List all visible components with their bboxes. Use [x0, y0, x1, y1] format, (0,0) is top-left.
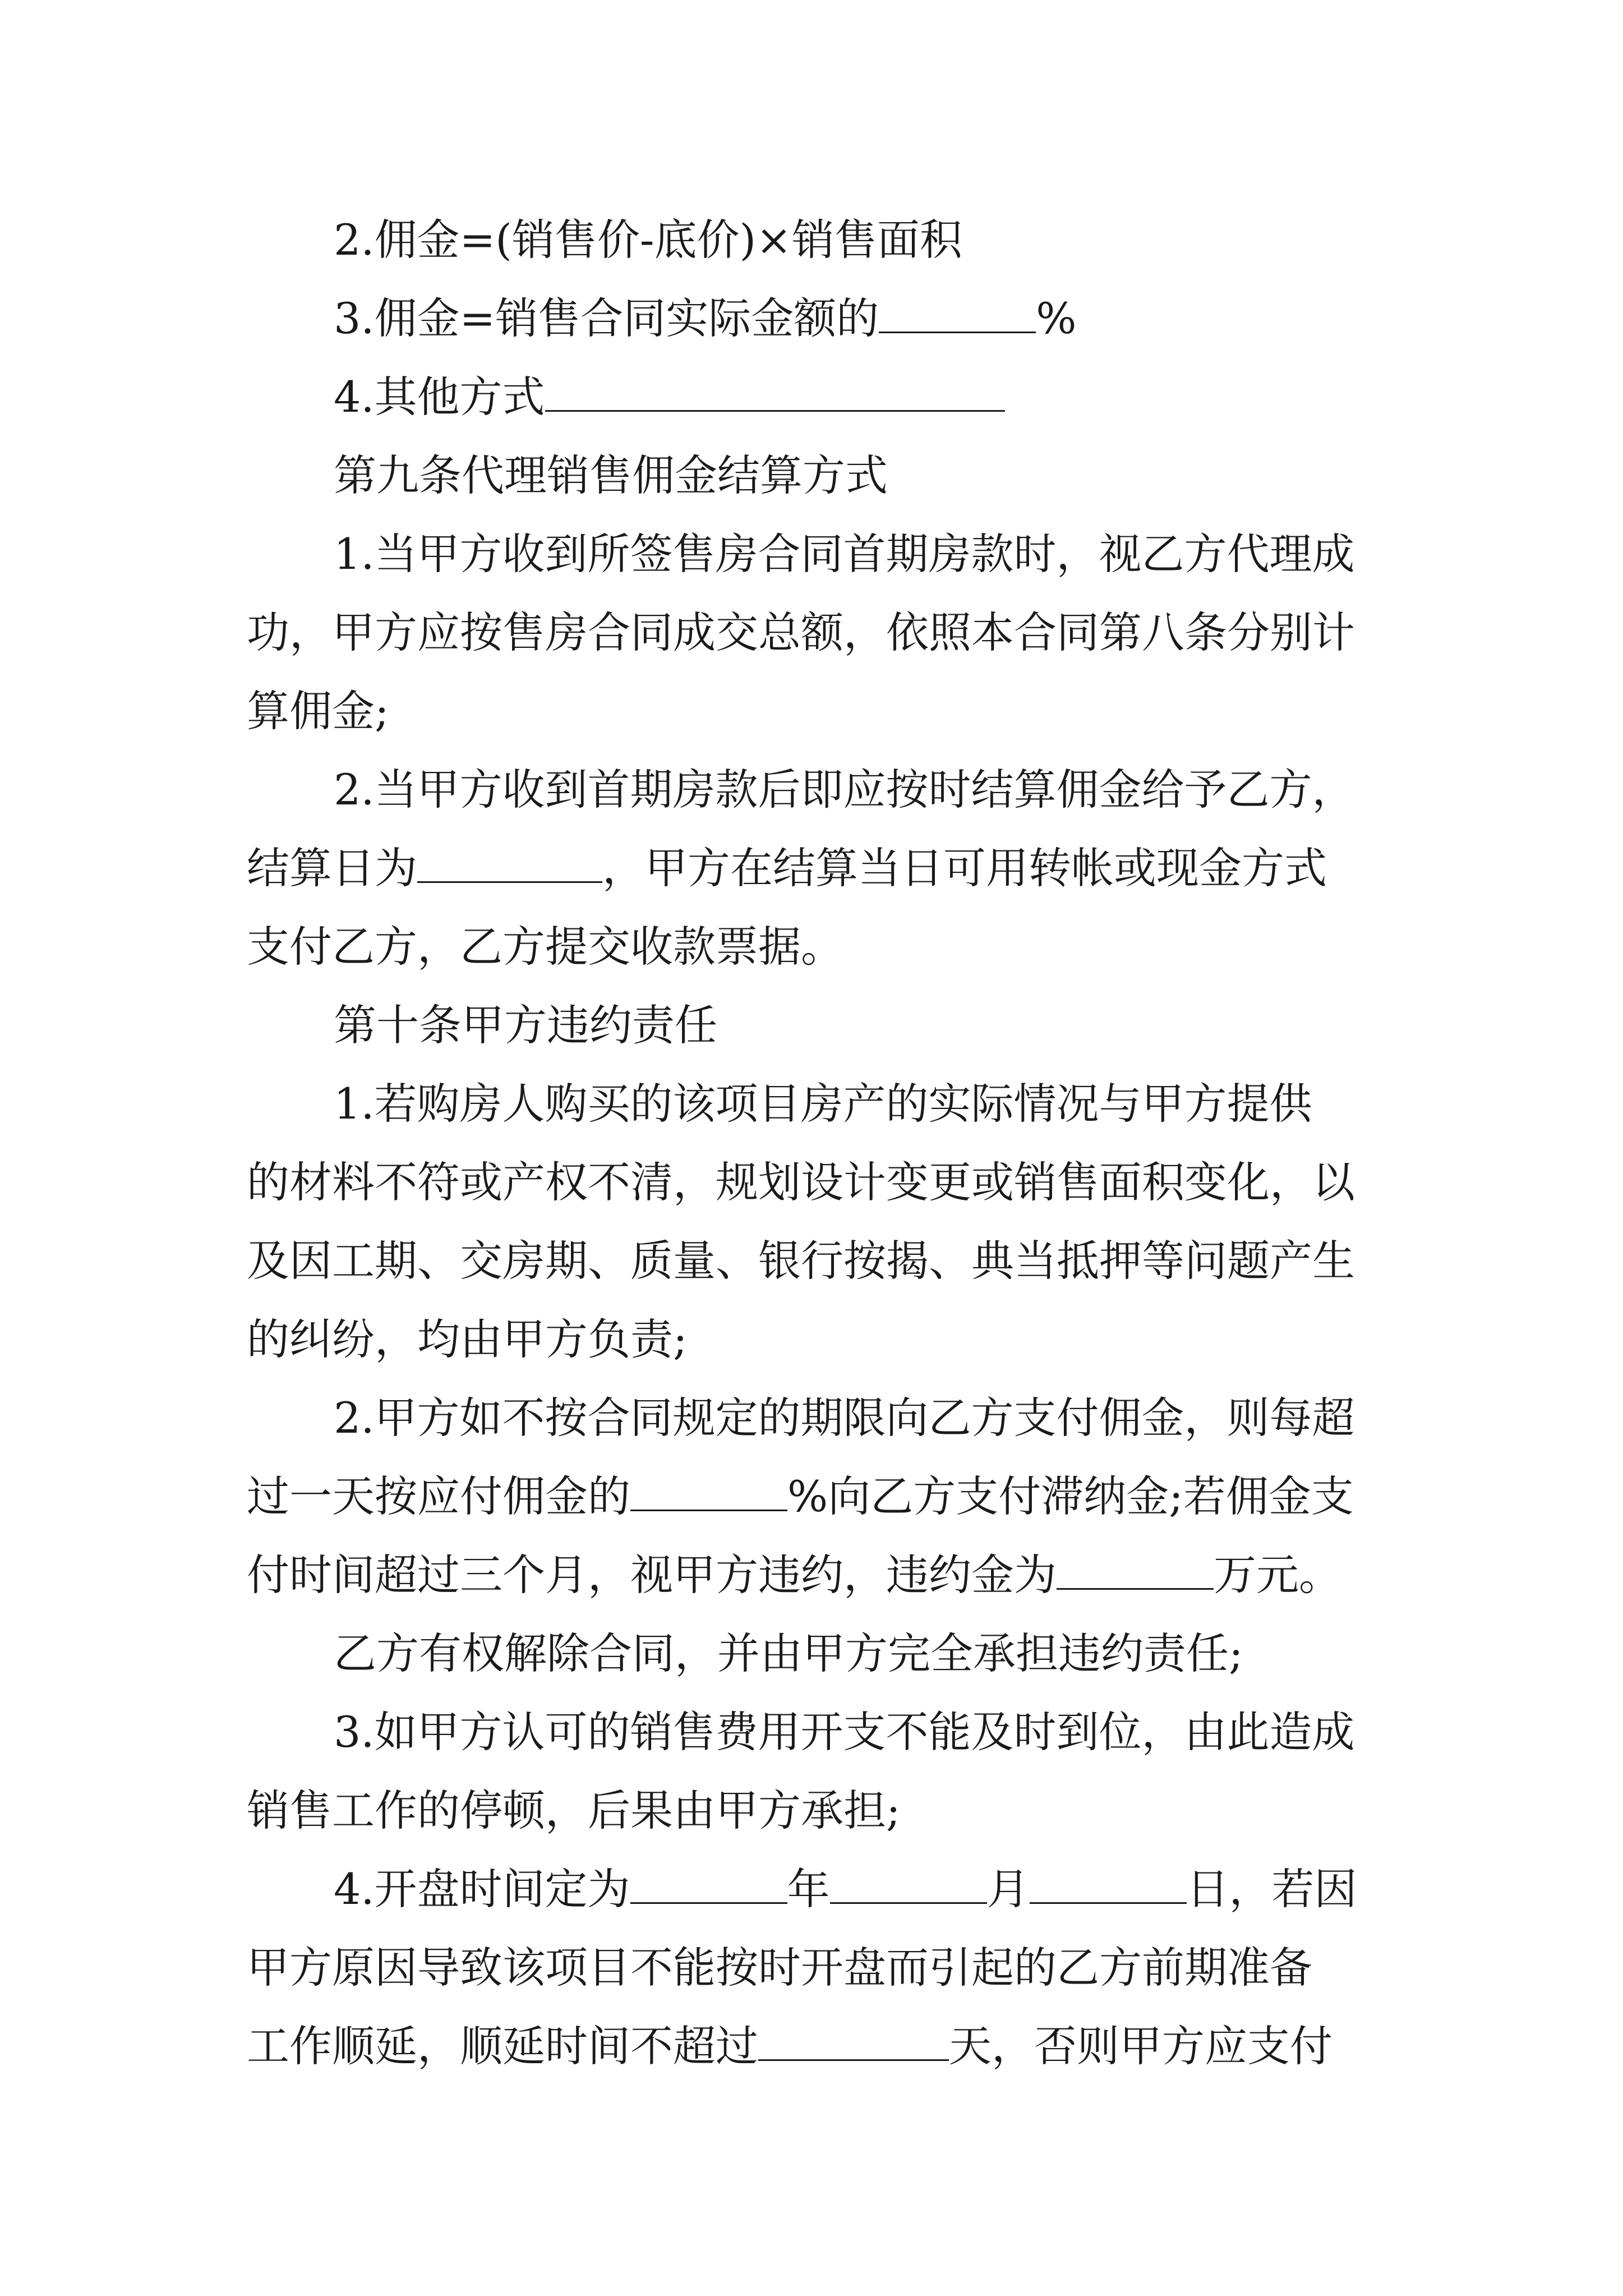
text: 月 — [986, 1864, 1030, 1914]
fill-blank[interactable] — [630, 1865, 787, 1904]
fill-blank[interactable] — [830, 1865, 987, 1904]
text: 4.其他方式 — [334, 372, 545, 422]
text: 及因工期、交房期、质量、银行按揭、典当抵押等问题产生 — [247, 1236, 1355, 1286]
text: 1.若购房人购买的该项目房产的实际情况与甲方提供 — [334, 1079, 1312, 1129]
text: 天，否则甲方应支付 — [949, 2021, 1332, 2071]
fill-blank[interactable] — [879, 295, 1036, 333]
clause-10-item-2-cont — [247, 1469, 1354, 1525]
clause-10-item-3-cont — [247, 1783, 901, 1839]
text: 的材料不符或产权不清，规划设计变更或销售面积变化，以 — [247, 1157, 1355, 1207]
text: 第十条甲方违约责任 — [334, 1000, 717, 1050]
fill-blank[interactable] — [1030, 1865, 1187, 1904]
text: 乙方有权解除合同，并由甲方完全承担违约责任; — [334, 1628, 1243, 1678]
clause-9-item-2-cont — [247, 919, 843, 975]
text: 过一天按应付佣金的 — [247, 1471, 630, 1521]
text: 万元。 — [1214, 1550, 1341, 1600]
clause-8-item-3 — [334, 291, 1076, 347]
text: 2.佣金=(销售价-底价)×销售面积 — [334, 215, 962, 265]
clause-10-item-1 — [334, 1076, 1312, 1132]
text: 4.开盘时间定为 — [334, 1864, 630, 1914]
text: 2.甲方如不按合同规定的期限向乙方支付佣金，则每超 — [334, 1393, 1355, 1443]
text: 付时间超过三个月，视甲方违约，违约金为 — [247, 1550, 1057, 1600]
clause-10-item-1-cont — [247, 1154, 1355, 1211]
clause-9-item-1-cont — [247, 683, 389, 739]
clause-10-item-4-cont — [247, 1940, 1312, 1996]
clause-10-item-2 — [334, 1390, 1355, 1446]
text: 支付乙方，乙方提交收款票据。 — [247, 922, 843, 972]
clause-8-item-4 — [334, 369, 1005, 425]
clause-9-item-1 — [334, 526, 1355, 582]
clause-8-item-2 — [334, 212, 962, 268]
fill-blank[interactable] — [630, 1473, 787, 1511]
text: 甲方原因导致该项目不能按时开盘而引起的乙方前期准备 — [247, 1943, 1312, 1993]
text: 的纠纷，均由甲方负责; — [247, 1314, 688, 1364]
fill-blank[interactable] — [545, 373, 1005, 412]
clause-9-item-1-cont — [247, 605, 1355, 661]
text: 算佣金; — [247, 686, 389, 736]
text: 年 — [787, 1864, 830, 1914]
text: ，甲方在结算当日可用转帐或现金方式 — [602, 843, 1327, 893]
text: 结算日为 — [247, 843, 417, 893]
fill-blank[interactable] — [417, 844, 602, 883]
clause-9-heading — [334, 448, 888, 504]
clause-9-item-2 — [334, 762, 1355, 818]
text: 功，甲方应按售房合同成交总额，依照本合同第八条分别计 — [247, 608, 1355, 657]
clause-10-item-2-cont — [247, 1547, 1341, 1603]
clause-10-item-2-cont — [334, 1626, 1243, 1682]
text: 1.当甲方收到所签售房合同首期房款时，视乙方代理成 — [334, 529, 1355, 579]
clause-10-item-4 — [334, 1861, 1357, 1917]
clause-10-item-1-cont — [247, 1312, 688, 1368]
clause-10-item-3 — [334, 1704, 1355, 1760]
clause-9-item-2-cont — [247, 840, 1327, 896]
text: 第九条代理销售佣金结算方式 — [334, 450, 888, 500]
text: 3.佣金=销售合同实际金额的 — [334, 293, 879, 343]
text: 2.当甲方收到首期房款后即应按时结算佣金给予乙方， — [334, 765, 1355, 815]
text: 3.如甲方认可的销售费用开支不能及时到位，由此造成 — [334, 1707, 1355, 1757]
text: 工作顺延，顺延时间不超过 — [247, 2021, 758, 2071]
text: %向乙方支付滞纳金;若佣金支 — [787, 1471, 1354, 1521]
text: % — [1036, 293, 1077, 343]
text: 日，若因 — [1186, 1864, 1357, 1914]
clause-10-item-1-cont — [247, 1233, 1355, 1289]
clause-10-item-4-cont — [247, 2018, 1332, 2074]
text: 销售工作的停顿，后果由甲方承担; — [247, 1786, 901, 1835]
clause-10-heading — [334, 997, 717, 1053]
fill-blank[interactable] — [758, 2022, 949, 2061]
fill-blank[interactable] — [1057, 1551, 1214, 1590]
